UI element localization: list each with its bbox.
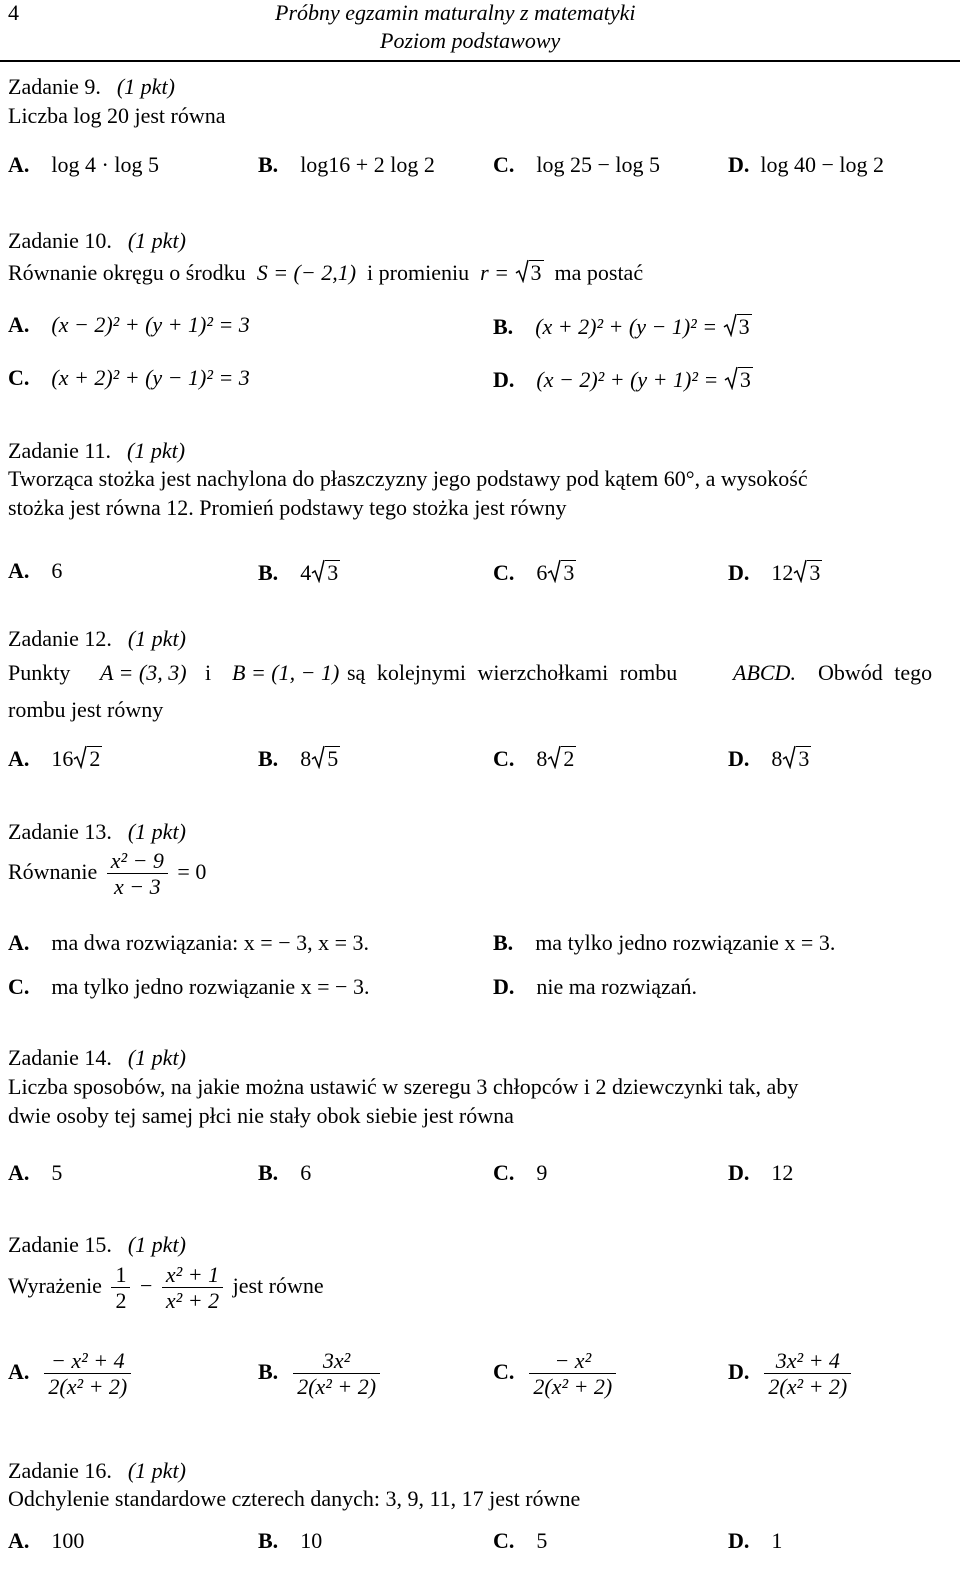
task-12-w1: Punkty xyxy=(8,660,71,685)
task-13-option-d[interactable]: D. nie ma rozwiązań. xyxy=(493,974,698,999)
task-14-option-d[interactable]: D. 12 xyxy=(728,1160,794,1185)
task-16-text: Odchylenie standardowe czterech danych: 3, 9, 11, 17 jest równe xyxy=(8,1486,581,1511)
task-15-title: Zadanie 15. (1 pkt) xyxy=(8,1232,186,1257)
task-9-option-b[interactable]: B. log16 + 2 log 2 xyxy=(258,152,435,177)
task-11-title: Zadanie 11. (1 pkt) xyxy=(8,438,186,463)
task-11-option-d[interactable]: D. 12 3 xyxy=(728,560,821,585)
task-11-text-line2: stożka jest równa 12. Promień podstawy tego stożka jest równy xyxy=(8,495,567,520)
task-15-option-d[interactable]: D. $\frac{\text{3x² + 4}}{\text{2(x² + 2)}}$ xyxy=(728,1348,855,1400)
task-13-option-a[interactable]: A. ma dwa rozwiązania: x = − 3, x = 3. xyxy=(8,930,370,955)
task-16-option-b[interactable]: B. 10 xyxy=(258,1528,323,1553)
task-12-point-b: B = (1, − 1) xyxy=(232,660,340,685)
task-12-w3: i xyxy=(205,660,212,685)
task-14-title: Zadanie 14. (1 pkt) xyxy=(8,1045,186,1070)
task-14-text-line2: dwie osoby tej samej płci nie stały obok siebie jest równa xyxy=(8,1103,514,1128)
task-15-option-a[interactable]: A. $\frac{\text{− x² + 4}}{\text{2(x² + 2)}}$ xyxy=(8,1348,135,1400)
task-11-option-b[interactable]: B. 4 3 xyxy=(258,560,339,585)
task-9-option-a[interactable]: A. log 4 · log 5 xyxy=(8,152,159,177)
header-title: Próbny egzamin maturalny z matematyki xyxy=(275,0,636,25)
task-11-option-a[interactable]: A. 6 xyxy=(8,558,63,583)
task-16-option-d[interactable]: D. 1 xyxy=(728,1528,783,1553)
fraction: $\frac{1}{2}$ xyxy=(111,1262,130,1314)
task-12-text-line2: rombu jest równy xyxy=(8,697,164,722)
sqrt-symbol: 3 xyxy=(515,260,544,284)
header-subtitle: Poziom podstawowy xyxy=(380,28,561,53)
task-12-title: Zadanie 12. (1 pkt) xyxy=(8,626,186,651)
task-16-option-a[interactable]: A. 100 xyxy=(8,1528,85,1553)
task-14-option-b[interactable]: B. 6 xyxy=(258,1160,312,1185)
task-10-option-d[interactable]: D. (x − 2)² + (y + 1)² = 3 xyxy=(493,367,751,392)
task-9-title: Zadanie 9. (1 pkt) xyxy=(8,74,175,99)
fraction: $\frac{\text{x² − 9}}{x - 3}$ xyxy=(107,848,168,900)
task-10-title: Zadanie 10. (1 pkt) xyxy=(8,228,186,253)
task-12-abcd: ABCD. xyxy=(733,660,796,685)
task-16-title: Zadanie 16. (1 pkt) xyxy=(8,1458,186,1483)
task-10-option-b[interactable]: B. (x + 2)² + (y − 1)² = 3 xyxy=(493,314,750,339)
task-12-option-b[interactable]: B. 8 5 xyxy=(258,746,339,771)
task-16-option-c[interactable]: C. 5 xyxy=(493,1528,548,1553)
task-15-expression: Wyrażenie $\frac{1}{2}$ − $\frac{\text{x² + 1}}{\text{x² + 2}}$ jest równe xyxy=(8,1262,324,1314)
task-12-option-a[interactable]: A. 16 2 xyxy=(8,746,101,771)
fraction: $\frac{\text{x² + 1}}{\text{x² + 2}}$ xyxy=(162,1262,223,1314)
task-12-w5: są kolejnymi wierzchołkami rombu xyxy=(347,660,678,685)
task-12-w7: Obwód tego xyxy=(818,660,933,685)
task-15-option-b[interactable]: B. $\frac{\text{3x²}}{\text{2(x² + 2)}}$ xyxy=(258,1348,384,1400)
task-14-text-line1: Liczba sposobów, na jakie można ustawić w szeregu 3 chłopców i 2 dziewczynki tak, aby xyxy=(8,1074,799,1099)
task-9-option-d[interactable]: D. log 40 − log 2 xyxy=(728,152,885,177)
task-10-text: Równanie okręgu o środku S = (− 2,1) i promieniu r = 3 ma postać xyxy=(8,260,644,285)
task-12-point-a: A = (3, 3) xyxy=(100,660,187,685)
task-14-option-c[interactable]: C. 9 xyxy=(493,1160,548,1185)
task-11-option-c[interactable]: C. 6 3 xyxy=(493,560,575,585)
task-14-option-a[interactable]: A. 5 xyxy=(8,1160,63,1185)
task-9-option-c[interactable]: C. log 25 − log 5 xyxy=(493,152,661,177)
task-10-option-a[interactable]: A. (x − 2)² + (y + 1)² = 3 xyxy=(8,312,250,337)
task-12-option-c[interactable]: C. 8 2 xyxy=(493,746,575,771)
task-15-option-c[interactable]: C. $\frac{\text{− x²}}{\text{2(x² + 2)}}$ xyxy=(493,1348,620,1400)
task-10-option-c[interactable]: C. (x + 2)² + (y − 1)² = 3 xyxy=(8,365,250,390)
header-divider xyxy=(0,60,960,62)
task-9-text: Liczba log 20 jest równa xyxy=(8,103,226,128)
task-13-equation: Równanie $\frac{\text{x² − 9}}{x - 3}$ = 0 xyxy=(8,848,207,900)
task-13-title: Zadanie 13. (1 pkt) xyxy=(8,819,186,844)
page-number: 4 xyxy=(8,0,19,25)
task-13-option-c[interactable]: C. ma tylko jedno rozwiązanie x = − 3. xyxy=(8,974,370,999)
task-11-text-line1: Tworząca stożka jest nachylona do płaszczyzny jego podstawy pod kątem 60°, a wysokość xyxy=(8,466,808,491)
task-12-option-d[interactable]: D. 8 3 xyxy=(728,746,810,771)
task-13-option-b[interactable]: B. ma tylko jedno rozwiązanie x = 3. xyxy=(493,930,836,955)
